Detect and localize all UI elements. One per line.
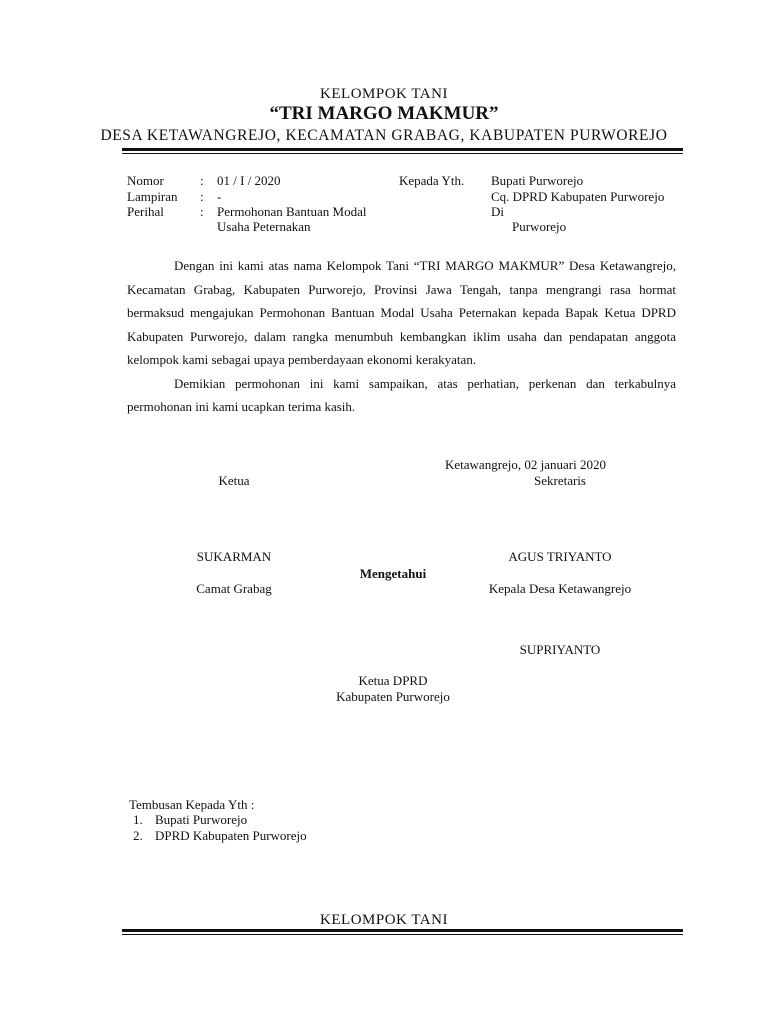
dprd-title-2: Kabupaten Purworejo [336,689,450,704]
letterhead-rule-thin [122,153,683,154]
tembusan-item-num: 2. [133,828,143,843]
kades-name: SUPRIYANTO [519,642,601,657]
camat-title: Camat Grabag [196,581,272,596]
meta-lampiran-value: - [217,189,222,204]
meta-perihal-value-2: Usaha Peternakan [217,219,311,234]
tembusan-item-text: DPRD Kabupaten Purworejo [155,828,307,843]
letterhead-org-type: KELOMPOK TANI [320,86,448,102]
meta-kepada-line-1: Bupati Purworejo [491,173,584,188]
letterhead-org-name: “TRI MARGO MAKMUR” [269,103,499,124]
mengetahui-label: Mengetahui [359,566,427,581]
meta-kepada-line-2: Cq. DPRD Kabupaten Purworejo [491,189,665,204]
meta-nomor-label: Nomor [127,173,164,188]
meta-perihal-value-1: Permohonan Bantuan Modal [217,204,367,219]
meta-kepada-line-4: Purworejo [512,219,567,234]
tembusan-title: Tembusan Kepada Yth : [129,797,255,812]
meta-perihal-label: Perihal [127,204,164,219]
meta-kepada-line-3: Di [491,204,504,219]
footer-rule-thin [122,934,683,935]
footer-org-type: KELOMPOK TANI [320,912,448,928]
letter-body [127,254,676,419]
sekretaris-name: AGUS TRIYANTO [508,549,612,564]
meta-lampiran-label: Lampiran [127,189,178,204]
meta-nomor-value: 01 / I / 2020 [217,173,281,188]
ketua-title: Ketua [218,473,250,488]
body-paragraph-1: Dengan ini kami atas nama Kelompok Tani “TRI MARGO MAKMUR” Desa Ketawangrejo, Kecamatan Grabag, Kabupaten Purworejo, Provinsi Jawa Tengah, tanpa mengrangi rasa hormat bermaksud mengajukan Permohonan Bantuan Modal Usaha Peternakan kepada Bapak Ketua DPRD Kabupaten Purworejo, dalam rangka menumbuh kembangkan iklim usaha dan pendapatan anggota kelompok kami sebagai upaya pemberdayaan ekonomi kerakyatan. [127,258,676,367]
footer-rule-thick [122,929,683,932]
ketua-name: SUKARMAN [196,549,272,564]
meta-kepada-label: Kepada Yth. [399,173,465,188]
body-paragraph-2: Demikian permohonan ini kami sampaikan, atas perhatian, perkenan dan terkabulnya permohonan ini kami ucapkan terima kasih. [127,375,676,414]
letterhead-address: DESA KETAWANGREJO, KECAMATAN GRABAG, KABUPATEN PURWOREJO [100,127,668,144]
kades-title: Kepala Desa Ketawangrejo [488,581,632,596]
dprd-title-1: Ketua DPRD [358,673,428,688]
meta-colon: : [200,204,204,219]
meta-colon: : [200,173,204,188]
letterhead-rule-thick [122,148,683,151]
tembusan-item-num: 1. [133,812,143,827]
sekretaris-title: Sekretaris [534,473,586,488]
tembusan-item-text: Bupati Purworejo [155,812,248,827]
place-date: Ketawangrejo, 02 januari 2020 [445,457,607,472]
meta-colon: : [200,189,204,204]
